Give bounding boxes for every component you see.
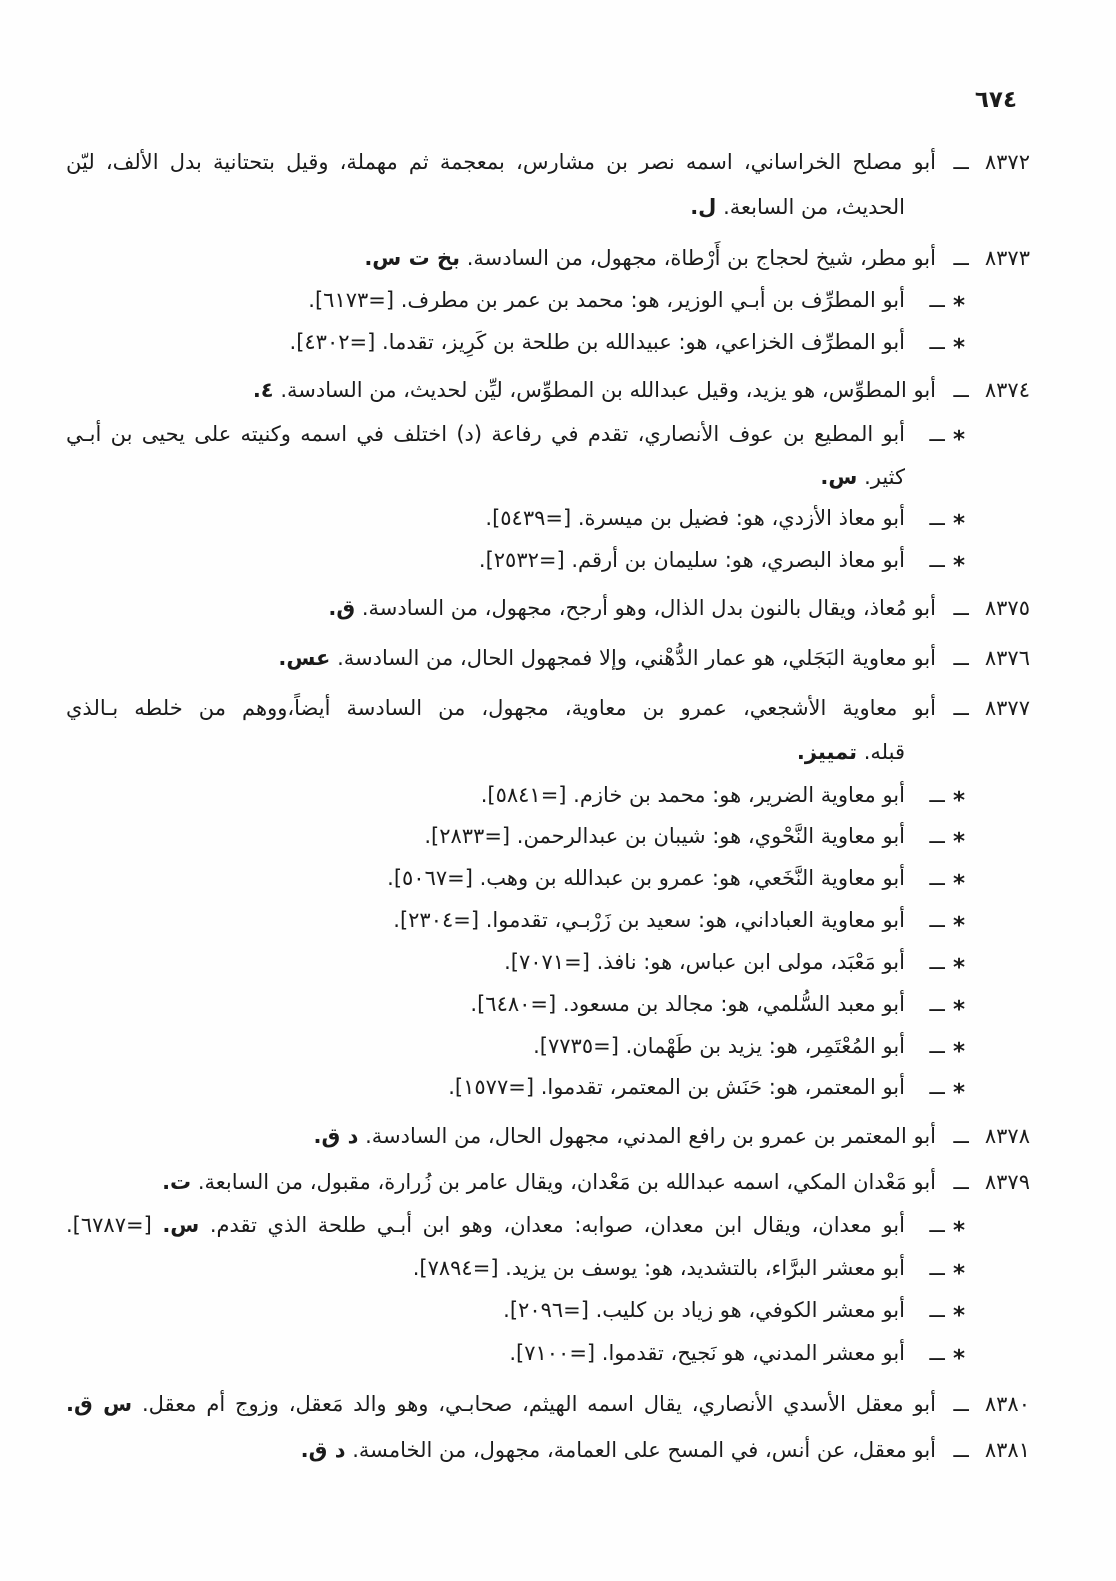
cross-reference-row: [0, 1205, 1116, 1245]
entry-text-run: أبو مَعْبَد، مولى ابن عباس، هو: نافذ. [=٧٠٧١].: [504, 950, 905, 974]
cross-reference-row: [0, 1248, 1116, 1288]
asterisk-marker: *: [952, 997, 965, 1023]
entry-dash: ـ: [953, 378, 969, 402]
entry-text-run: أبو معقل، عن أنس، في المسح على العمامة، مجهول، من الخامسة.: [352, 1438, 936, 1462]
entry-text-run: قبله.: [863, 740, 905, 764]
entry-text: [66, 1290, 905, 1330]
rijal-code: س.: [820, 465, 858, 489]
rijal-code: عس.: [278, 646, 331, 670]
cross-reference-row: [0, 322, 1116, 362]
cross-reference-row: [0, 1290, 1116, 1330]
entry-text: [66, 1116, 936, 1156]
entry-number: ٨٣٧٣: [984, 246, 1030, 270]
cross-reference-row: [0, 1333, 1116, 1373]
entry-text-run: أبو معاوية البَجَلي، هو عمار الدُّهْني، وإلا فمجهول الحال، من السادسة.: [337, 646, 936, 670]
entry-dash: ـ: [929, 288, 945, 312]
entry-text: [66, 588, 936, 628]
entry-continuation-row: [0, 187, 1116, 227]
rijal-code: د ق.: [300, 1438, 346, 1462]
entry-dash: ـ: [953, 1124, 969, 1148]
entry-row: [0, 588, 1116, 628]
entry-dash: ـ: [929, 548, 945, 572]
entry-continuation-row: [0, 457, 1116, 497]
entry-text-run: أبو المعتمر بن عمرو بن رافع المدني، مجهول الحال، من السادسة.: [365, 1124, 936, 1148]
entry-text: [66, 858, 905, 898]
entry-dash: ـ: [953, 596, 969, 620]
entry-dash: ـ: [929, 506, 945, 530]
entry-continuation-row: [0, 732, 1116, 772]
entry-text: [66, 1026, 905, 1066]
cross-reference-row: [0, 1026, 1116, 1066]
rijal-code: ت.: [162, 1170, 192, 1194]
entry-text-run: أبو المطيع بن عوف الأنصاري، تقدم في رفاعة (د) اختلف في اسمه وكنيته على يحيى بن أبـي: [66, 422, 905, 446]
asterisk-marker: *: [952, 871, 965, 897]
entry-text-continuation: [66, 187, 905, 227]
cross-reference-row: [0, 498, 1116, 538]
cross-reference-row: [0, 858, 1116, 898]
entry-text-run: أبو مطر، شيخ لحجاج بن أَرْطاة، مجهول، من السادسة.: [466, 246, 936, 270]
entry-dash: ـ: [929, 1341, 945, 1365]
entry-dash: ـ: [929, 783, 945, 807]
cross-reference-row: [0, 900, 1116, 940]
entry-row: [0, 142, 1116, 182]
entry-dash: ـ: [953, 246, 969, 270]
entry-text-run: الحديث، من السابعة.: [723, 195, 905, 219]
rijal-code: س ق.: [66, 1392, 133, 1416]
entry-text-run: أبو مُعاذ، ويقال بالنون بدل الذال، وهو أرجح، مجهول، من السادسة.: [361, 596, 936, 620]
asterisk-marker: *: [952, 913, 965, 939]
entry-dash: ـ: [953, 1438, 969, 1462]
entry-row: [0, 1116, 1116, 1156]
entry-row: [0, 688, 1116, 728]
entry-text-run: أبو معاوية النَّحْوي، هو: شيبان بن عبدالرحمن. [=٢٨٣٣].: [424, 824, 905, 848]
entry-dash: ـ: [953, 696, 969, 720]
entry-dash: ـ: [929, 1213, 945, 1237]
entry-text-run: أبو المطرِّف الخزاعي، هو: عبيدالله بن طلحة بن كَرِيز، تقدما. [=٤٣٠٢].: [289, 330, 905, 354]
asterisk-marker: *: [952, 427, 965, 453]
entry-text: [66, 414, 905, 454]
entry-dash: ـ: [929, 1256, 945, 1280]
cross-reference-number: [=٦٧٨٧].: [66, 1213, 152, 1237]
rijal-code: س.: [162, 1213, 200, 1237]
entry-dash: ـ: [953, 1170, 969, 1194]
entry-number: ٨٣٨٠: [984, 1392, 1030, 1416]
entry-number: ٨٣٧٦: [984, 646, 1030, 670]
cross-reference-row: [0, 775, 1116, 815]
cross-reference-row: [0, 942, 1116, 982]
entry-text-continuation: [66, 732, 905, 772]
asterisk-marker: *: [952, 955, 965, 981]
entry-text-run: أبو معاوية الضرير، هو: محمد بن خازم. [=٥٨٤١].: [480, 783, 905, 807]
entry-text: [66, 638, 936, 678]
entry-text: [66, 688, 936, 728]
asterisk-marker: *: [952, 1346, 965, 1372]
cross-reference-row: [0, 1067, 1116, 1107]
asterisk-marker: *: [952, 829, 965, 855]
entry-dash: ـ: [929, 330, 945, 354]
entry-dash: ـ: [953, 150, 969, 174]
entry-text: [66, 498, 905, 538]
entry-text-run: أبو معاوية الأشجعي، عمرو بن معاوية، مجهول، من السادسة أيضاً،ووهم من خلطه بـالذي: [66, 696, 936, 720]
asterisk-marker: *: [952, 1261, 965, 1287]
entry-text: [66, 142, 936, 182]
entry-text-run: أبو معاوية العباداني، هو: سعيد بن زَرْبـي، تقدموا. [=٢٣٠٤].: [393, 908, 905, 932]
entry-row: [0, 638, 1116, 678]
page-number: ٦٧٤: [974, 87, 1017, 113]
entry-text: [66, 280, 905, 320]
entry-dash: ـ: [929, 1075, 945, 1099]
asterisk-marker: *: [952, 1218, 965, 1244]
rijal-code: ٤.: [252, 378, 274, 402]
rijal-code: تمييز.: [796, 740, 858, 764]
entry-number: ٨٣٧٢: [984, 150, 1030, 174]
entry-text: [66, 1248, 905, 1288]
entry-text: [66, 1067, 905, 1107]
entry-text: [66, 775, 905, 815]
entry-dash: ـ: [929, 1298, 945, 1322]
entry-dash: ـ: [929, 422, 945, 446]
entry-text-run: أبو معدان، ويقال ابن معدان، صوابه: معدان، وهو ابن أبـي طلحة الذي تقدم.: [209, 1213, 905, 1237]
asterisk-marker: *: [952, 293, 965, 319]
entry-number: ٨٣٧٧: [984, 696, 1030, 720]
entry-text-run: أبو معاوية النَّخَعي، هو: عمرو بن عبدالله بن وهب. [=٥٠٦٧].: [387, 866, 905, 890]
entry-text: [66, 984, 905, 1024]
rijal-code: ق.: [328, 596, 356, 620]
entry-number: ٨٣٧٤: [984, 378, 1030, 402]
entry-text: [66, 1162, 936, 1202]
entry-text-run: أبو معشر البرَّاء، بالتشديد، هو: يوسف بن يزيد. [=٧٨٩٤].: [412, 1256, 905, 1280]
entry-text-run: أبو المطرِّف بن أبـي الوزير، هو: محمد بن عمر بن مطرف. [=٦١٧٣].: [308, 288, 905, 312]
entry-row: [0, 1384, 1116, 1424]
entry-text: [66, 1205, 905, 1245]
entry-dash: ـ: [929, 824, 945, 848]
entry-row: [0, 1430, 1116, 1470]
entry-text: [66, 1333, 905, 1373]
cross-reference-row: [0, 280, 1116, 320]
rijal-code: د ق.: [313, 1124, 359, 1148]
entry-text: [66, 322, 905, 362]
entry-text: [66, 1430, 936, 1470]
cross-reference-row: [0, 414, 1116, 454]
entry-text: [66, 816, 905, 856]
entry-row: [0, 370, 1116, 410]
entry-text: [66, 1384, 936, 1424]
entry-text-run: أبو المُعْتَمِر، هو: يزيد بن طَهْمان. [=٧٧٣٥].: [533, 1034, 905, 1058]
entry-number: ٨٣٧٩: [984, 1170, 1030, 1194]
entry-dash: ـ: [929, 908, 945, 932]
entry-text-continuation: [66, 457, 905, 497]
entry-text-run: أبو معشر المدني، هو نَجيح، تقدموا. [=٧١٠٠].: [509, 1341, 905, 1365]
entry-number: ٨٣٧٥: [984, 596, 1030, 620]
entry-dash: ـ: [929, 1034, 945, 1058]
asterisk-marker: *: [952, 1080, 965, 1106]
rijal-code: بخ ت س.: [364, 246, 461, 270]
entry-text-run: أبو مَعْدان المكي، اسمه عبدالله بن مَعْدان، ويقال عامر بن زُرارة، مقبول، من السابعة.: [197, 1170, 936, 1194]
entry-text: [66, 238, 936, 278]
entry-text-run: كثير.: [864, 465, 905, 489]
cross-reference-row: [0, 540, 1116, 580]
entry-text: [66, 900, 905, 940]
entry-text-run: أبو معاذ البصري، هو: سليمان بن أرقم. [=٢٥٣٢].: [478, 548, 905, 572]
entry-dash: ـ: [929, 866, 945, 890]
asterisk-marker: *: [952, 788, 965, 814]
asterisk-marker: *: [952, 335, 965, 361]
entry-text-run: أبو المعتمر، هو: حَنَش بن المعتمر، تقدموا. [=١٥٧٧].: [448, 1075, 905, 1099]
entry-text-run: أبو معشر الكوفي، هو زياد بن كليب. [=٢٠٩٦].: [503, 1298, 905, 1322]
entry-number: ٨٣٧٨: [984, 1124, 1030, 1148]
entry-text-run: أبو مصلح الخراساني، اسمه نصر بن مشارس، بمعجمة ثم مهملة، وقيل بتحتانية بدل الألف، ليّن: [66, 150, 936, 174]
entry-dash: ـ: [953, 1392, 969, 1416]
entry-text: [66, 540, 905, 580]
entry-text: [66, 370, 936, 410]
entry-dash: ـ: [929, 950, 945, 974]
entry-dash: ـ: [953, 646, 969, 670]
entry-text-run: أبو معبد السُّلمي، هو: مجالد بن مسعود. [=٦٤٨٠].: [470, 992, 905, 1016]
entry-text-run: أبو المطوِّس، هو يزيد، وقيل عبدالله بن المطوِّس، ليِّن لحديث، من السادسة.: [280, 378, 936, 402]
entry-text-run: أبو معقل الأسدي الأنصاري، يقال اسمه الهيثم، صحابـي، وهو والد مَعقل، وزوج أم معقل.: [141, 1392, 936, 1416]
asterisk-marker: *: [952, 1303, 965, 1329]
cross-reference-row: [0, 984, 1116, 1024]
entry-row: [0, 1162, 1116, 1202]
entry-number: ٨٣٨١: [984, 1438, 1030, 1462]
cross-reference-row: [0, 816, 1116, 856]
asterisk-marker: *: [952, 553, 965, 579]
asterisk-marker: *: [952, 511, 965, 537]
entry-text-run: أبو معاذ الأزدي، هو: فضيل بن ميسرة. [=٥٤٣٩].: [485, 506, 905, 530]
entry-dash: ـ: [929, 992, 945, 1016]
rijal-code: ل.: [690, 195, 717, 219]
asterisk-marker: *: [952, 1039, 965, 1065]
entry-row: [0, 238, 1116, 278]
entry-text: [66, 942, 905, 982]
